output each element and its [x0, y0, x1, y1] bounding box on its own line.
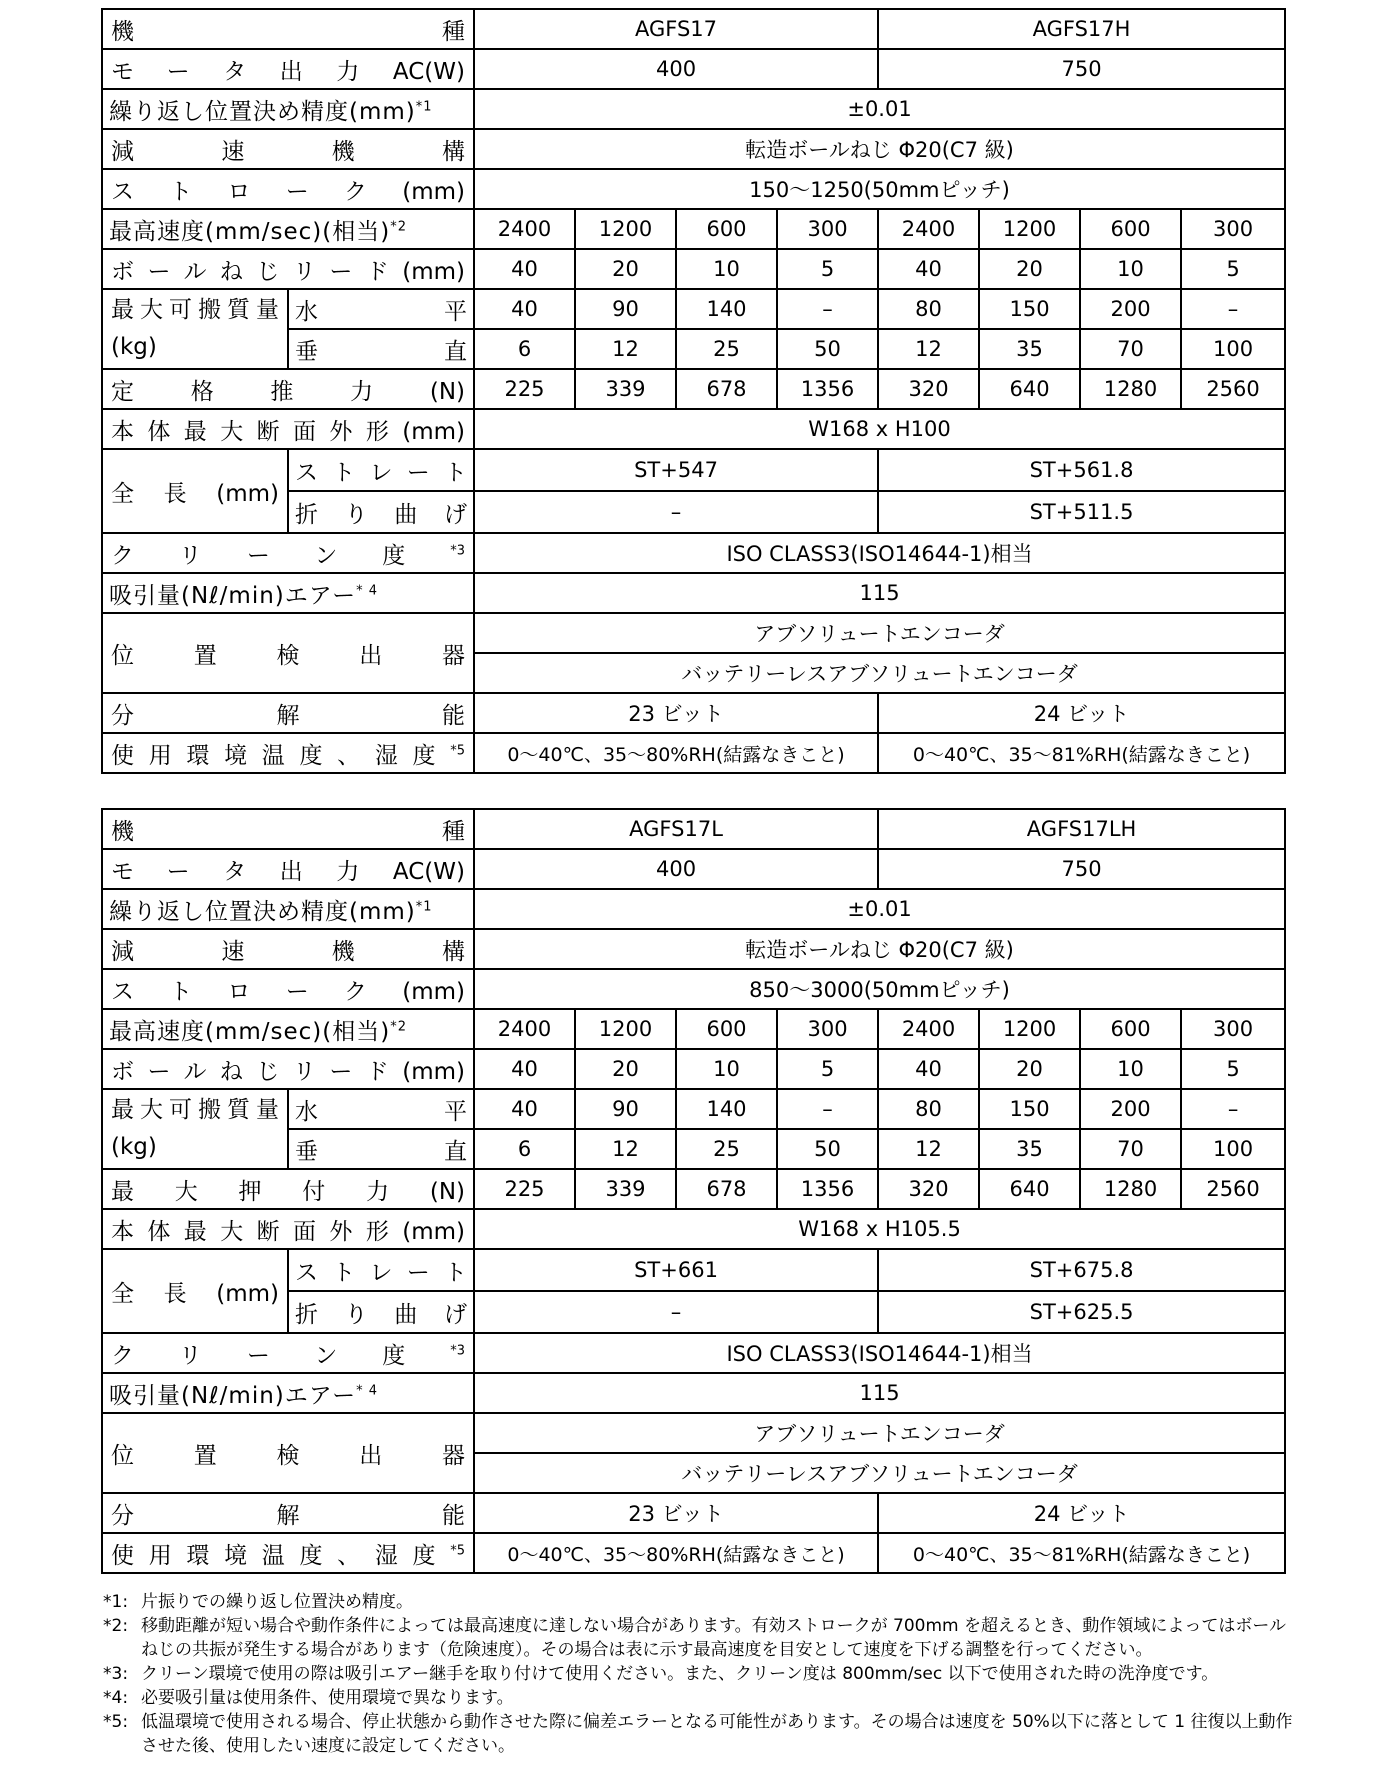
label-motor: モータ出力AC(W) [102, 849, 474, 889]
row-lead [102, 249, 1285, 289]
motor-2: 750 [878, 849, 1285, 889]
env-2: 0～40℃、35～81%RH(結露なきこと) [878, 733, 1285, 773]
row-motor [102, 849, 1285, 889]
footnote-mark: *2 [390, 1018, 408, 1034]
row-env [102, 1533, 1285, 1573]
spec-table-agfs17l [101, 808, 1286, 1574]
row-clean [102, 1333, 1285, 1373]
horizontal-cell: 150 [979, 1089, 1080, 1129]
footnote-mark: *1 [415, 898, 433, 914]
row-section [102, 409, 1285, 449]
lead-cell: 5 [777, 249, 878, 289]
label-straight: ストレート [288, 449, 474, 491]
row-repeat [102, 889, 1285, 929]
horizontal-cell: – [1181, 289, 1285, 329]
speed-cell: 2400 [878, 209, 979, 249]
straight-2: ST+561.8 [878, 449, 1285, 491]
label-lead: ボールねじリード(mm) [102, 1049, 474, 1089]
lead-cell: 40 [474, 249, 575, 289]
footnote: *2: 移動距離が短い場合や動作条件によっては最高速度に達しない場合があります。有効ストロークが 700mm を超えるとき、動作領域によってはボールねじの共振が発生する場合があります（危険速度）。その場合は表に示す最高速度を目安として速度を下げる調整を行ってください。 [103, 1616, 1286, 1660]
force-cell: 678 [676, 1169, 777, 1209]
vertical-cell: 70 [1080, 1129, 1181, 1169]
lead-cell: 5 [1181, 1049, 1285, 1089]
label-repeat: 繰り返し位置決め精度(mm)$^{*1}$ [102, 89, 474, 129]
vertical-cell: 12 [878, 329, 979, 369]
spec-table-agfs17 [101, 8, 1286, 774]
model-1: AGFS17L [474, 809, 878, 849]
force-cell: 640 [979, 1169, 1080, 1209]
reduction-value: 転造ボールねじ Φ20(C7 級) [474, 129, 1285, 169]
label-stroke: ストローク(mm) [102, 169, 474, 209]
straight-2: ST+675.8 [878, 1249, 1285, 1291]
label-payload: 最大可搬質量 (kg) [102, 1089, 288, 1169]
row-clean [102, 533, 1285, 573]
vertical-cell: 35 [979, 329, 1080, 369]
model-2: AGFS17LH [878, 809, 1285, 849]
label-length: 全長(mm) [102, 449, 288, 533]
folded-2: ST+511.5 [878, 491, 1285, 533]
motor-1: 400 [474, 849, 878, 889]
row-model [102, 809, 1285, 849]
vertical-cell: 50 [777, 1129, 878, 1169]
horizontal-cell: – [777, 1089, 878, 1129]
label-clean: クリーン度$^{*3}$ [102, 1333, 474, 1373]
label-resolution: 分解能 [102, 693, 474, 733]
lead-cell: 20 [979, 249, 1080, 289]
encoder-2: バッテリーレスアブソリュートエンコーダ [474, 1453, 1285, 1493]
horizontal-cell: 150 [979, 289, 1080, 329]
force-cell: 1280 [1080, 1169, 1181, 1209]
vertical-cell: 6 [474, 1129, 575, 1169]
footnote-mark: *1 [415, 98, 433, 114]
horizontal-cell: 80 [878, 289, 979, 329]
speed-cell: 1200 [979, 209, 1080, 249]
row-force [102, 1169, 1285, 1209]
speed-cell: 600 [676, 1009, 777, 1049]
label-reduction: 減速機構 [102, 129, 474, 169]
horizontal-cell: – [1181, 1089, 1285, 1129]
vertical-cell: 6 [474, 329, 575, 369]
repeat-value: ±0.01 [474, 89, 1285, 129]
env-1: 0～40℃、35～80%RH(結露なきこと) [474, 1533, 878, 1573]
horizontal-cell: 200 [1080, 289, 1181, 329]
lead-cell: 20 [575, 1049, 676, 1089]
footnote-mark: * 4 [356, 582, 378, 598]
repeat-value: ±0.01 [474, 889, 1285, 929]
model-1: AGFS17 [474, 9, 878, 49]
label-env: 使用環境温度、湿度$^{*5}$ [102, 1533, 474, 1573]
row-motor [102, 49, 1285, 89]
stroke-value: 850～3000(50mmピッチ) [474, 969, 1285, 1009]
resolution-2: 24 ビット [878, 1493, 1285, 1533]
force-cell: 1280 [1080, 369, 1181, 409]
label-vertical: 垂直 [288, 1129, 474, 1169]
row-speed [102, 1009, 1285, 1049]
label-suction: 吸引量(Nℓ/min)エアー$^{* 4}$ [102, 1373, 474, 1413]
horizontal-cell: 140 [676, 1089, 777, 1129]
horizontal-cell: 200 [1080, 1089, 1181, 1129]
row-suction [102, 1373, 1285, 1413]
speed-cell: 300 [777, 1009, 878, 1049]
lead-cell: 10 [676, 249, 777, 289]
horizontal-cell: 90 [575, 1089, 676, 1129]
row-stroke [102, 169, 1285, 209]
label-payload: 最大可搬質量 (kg) [102, 289, 288, 369]
label-section: 本体最大断面外形(mm) [102, 409, 474, 449]
speed-cell: 2400 [474, 209, 575, 249]
model-2: AGFS17H [878, 9, 1285, 49]
row-reduction [102, 929, 1285, 969]
footnote-mark: *2 [390, 218, 408, 234]
speed-cell: 600 [676, 209, 777, 249]
label-folded: 折り曲げ [288, 491, 474, 533]
force-cell: 678 [676, 369, 777, 409]
footnote-mark: *5 [450, 742, 465, 758]
stroke-value: 150～1250(50mmピッチ) [474, 169, 1285, 209]
env-1: 0～40℃、35～80%RH(結露なきこと) [474, 733, 878, 773]
row-payload-horizontal [102, 289, 1285, 329]
horizontal-cell: 40 [474, 1089, 575, 1129]
footnote-mark: * 4 [356, 1382, 378, 1398]
label-lead: ボールねじリード(mm) [102, 249, 474, 289]
row-force [102, 369, 1285, 409]
footnote: *3: クリーン環境で使用の際は吸引エアー継手を取り付けて使用ください。また、クリーン度は 800mm/sec 以下で使用された時の洗浄度です。 [103, 1664, 1219, 1684]
clean-value: ISO CLASS3(ISO14644-1)相当 [474, 533, 1285, 573]
label-length: 全長(mm) [102, 1249, 288, 1333]
label-speed: 最高速度(mm/sec)(相当)$^{*2}$ [102, 1009, 474, 1049]
force-cell: 320 [878, 369, 979, 409]
row-suction [102, 573, 1285, 613]
vertical-cell: 25 [676, 329, 777, 369]
straight-1: ST+661 [474, 1249, 878, 1291]
row-encoder-1 [102, 1413, 1285, 1453]
section-value: W168 x H100 [474, 409, 1285, 449]
row-length-straight [102, 1249, 1285, 1291]
force-cell: 339 [575, 1169, 676, 1209]
footnote-mark: *3 [450, 1342, 465, 1358]
vertical-cell: 35 [979, 1129, 1080, 1169]
vertical-cell: 12 [575, 1129, 676, 1169]
footnote-mark: *5 [450, 1542, 465, 1558]
reduction-value: 転造ボールねじ Φ20(C7 級) [474, 929, 1285, 969]
vertical-cell: 100 [1181, 329, 1285, 369]
footnote-mark: *3 [450, 542, 465, 558]
vertical-cell: 70 [1080, 329, 1181, 369]
label-folded: 折り曲げ [288, 1291, 474, 1333]
row-env [102, 733, 1285, 773]
footnote: *5: 低温環境で使用される場合、停止状態から動作させた際に偏差エラーとなる可能性があります。その場合は速度を 50%以下に落として 1 往復以上動作させた後、使用したい速度に設定してください。 [103, 1712, 1293, 1756]
label-model: 機種 [102, 809, 474, 849]
label-clean: クリーン度$^{*3}$ [102, 533, 474, 573]
row-stroke [102, 969, 1285, 1009]
label-motor: モータ出力AC(W) [102, 49, 474, 89]
encoder-2: バッテリーレスアブソリュートエンコーダ [474, 653, 1285, 693]
label-repeat: 繰り返し位置決め精度(mm)$^{*1}$ [102, 889, 474, 929]
speed-cell: 300 [1181, 209, 1285, 249]
speed-cell: 2400 [474, 1009, 575, 1049]
label-vertical: 垂直 [288, 329, 474, 369]
resolution-2: 24 ビット [878, 693, 1285, 733]
straight-1: ST+547 [474, 449, 878, 491]
row-speed [102, 209, 1285, 249]
lead-cell: 5 [777, 1049, 878, 1089]
label-stroke: ストローク(mm) [102, 969, 474, 1009]
motor-2: 750 [878, 49, 1285, 89]
folded-1: – [474, 491, 878, 533]
force-cell: 1356 [777, 369, 878, 409]
horizontal-cell: 40 [474, 289, 575, 329]
label-env: 使用環境温度、湿度$^{*5}$ [102, 733, 474, 773]
folded-1: – [474, 1291, 878, 1333]
lead-cell: 5 [1181, 249, 1285, 289]
row-model [102, 9, 1285, 49]
horizontal-cell: 80 [878, 1089, 979, 1129]
horizontal-cell: 140 [676, 289, 777, 329]
force-cell: 1356 [777, 1169, 878, 1209]
clean-value: ISO CLASS3(ISO14644-1)相当 [474, 1333, 1285, 1373]
label-horizontal: 水平 [288, 289, 474, 329]
label-model: 機種 [102, 9, 474, 49]
lead-cell: 40 [878, 249, 979, 289]
vertical-cell: 12 [575, 329, 676, 369]
speed-cell: 1200 [575, 1009, 676, 1049]
footnote: *1: 片振りでの繰り返し位置決め精度。 [103, 1592, 413, 1612]
label-section: 本体最大断面外形(mm) [102, 1209, 474, 1249]
resolution-1: 23 ビット [474, 1493, 878, 1533]
lead-cell: 10 [1080, 1049, 1181, 1089]
encoder-1: アブソリュートエンコーダ [474, 1413, 1285, 1453]
force-cell: 320 [878, 1169, 979, 1209]
label-straight: ストレート [288, 1249, 474, 1291]
force-cell: 339 [575, 369, 676, 409]
lead-cell: 10 [676, 1049, 777, 1089]
label-resolution: 分解能 [102, 1493, 474, 1533]
force-cell: 225 [474, 1169, 575, 1209]
encoder-1: アブソリュートエンコーダ [474, 613, 1285, 653]
lead-cell: 10 [1080, 249, 1181, 289]
speed-cell: 300 [777, 209, 878, 249]
vertical-cell: 100 [1181, 1129, 1285, 1169]
suction-value: 115 [474, 573, 1285, 613]
label-encoder: 位置検出器 [102, 1413, 474, 1493]
vertical-cell: 50 [777, 329, 878, 369]
label-force: 最大押付力(N) [102, 1169, 474, 1209]
row-lead [102, 1049, 1285, 1089]
row-reduction [102, 129, 1285, 169]
row-length-straight [102, 449, 1285, 491]
row-encoder-1 [102, 613, 1285, 653]
force-cell: 2560 [1181, 1169, 1285, 1209]
env-2: 0～40℃、35～81%RH(結露なきこと) [878, 1533, 1285, 1573]
folded-2: ST+625.5 [878, 1291, 1285, 1333]
force-cell: 640 [979, 369, 1080, 409]
speed-cell: 300 [1181, 1009, 1285, 1049]
horizontal-cell: – [777, 289, 878, 329]
lead-cell: 20 [575, 249, 676, 289]
label-suction: 吸引量(Nℓ/min)エアー$^{* 4}$ [102, 573, 474, 613]
row-repeat [102, 89, 1285, 129]
row-payload-horizontal [102, 1089, 1285, 1129]
label-speed: 最高速度(mm/sec)(相当)$^{*2}$ [102, 209, 474, 249]
row-resolution [102, 1493, 1285, 1533]
lead-cell: 20 [979, 1049, 1080, 1089]
horizontal-cell: 90 [575, 289, 676, 329]
vertical-cell: 12 [878, 1129, 979, 1169]
speed-cell: 600 [1080, 1009, 1181, 1049]
lead-cell: 40 [878, 1049, 979, 1089]
speed-cell: 2400 [878, 1009, 979, 1049]
force-cell: 225 [474, 369, 575, 409]
section-value: W168 x H105.5 [474, 1209, 1285, 1249]
label-reduction: 減速機構 [102, 929, 474, 969]
label-encoder: 位置検出器 [102, 613, 474, 693]
lead-cell: 40 [474, 1049, 575, 1089]
footnote: *4: 必要吸引量は使用条件、使用環境で異なります。 [103, 1688, 514, 1708]
motor-1: 400 [474, 49, 878, 89]
row-resolution [102, 693, 1285, 733]
footnotes [103, 1590, 1293, 1758]
force-cell: 2560 [1181, 369, 1285, 409]
label-force: 定格推力(N) [102, 369, 474, 409]
vertical-cell: 25 [676, 1129, 777, 1169]
speed-cell: 600 [1080, 209, 1181, 249]
suction-value: 115 [474, 1373, 1285, 1413]
speed-cell: 1200 [575, 209, 676, 249]
row-section [102, 1209, 1285, 1249]
label-horizontal: 水平 [288, 1089, 474, 1129]
resolution-1: 23 ビット [474, 693, 878, 733]
speed-cell: 1200 [979, 1009, 1080, 1049]
